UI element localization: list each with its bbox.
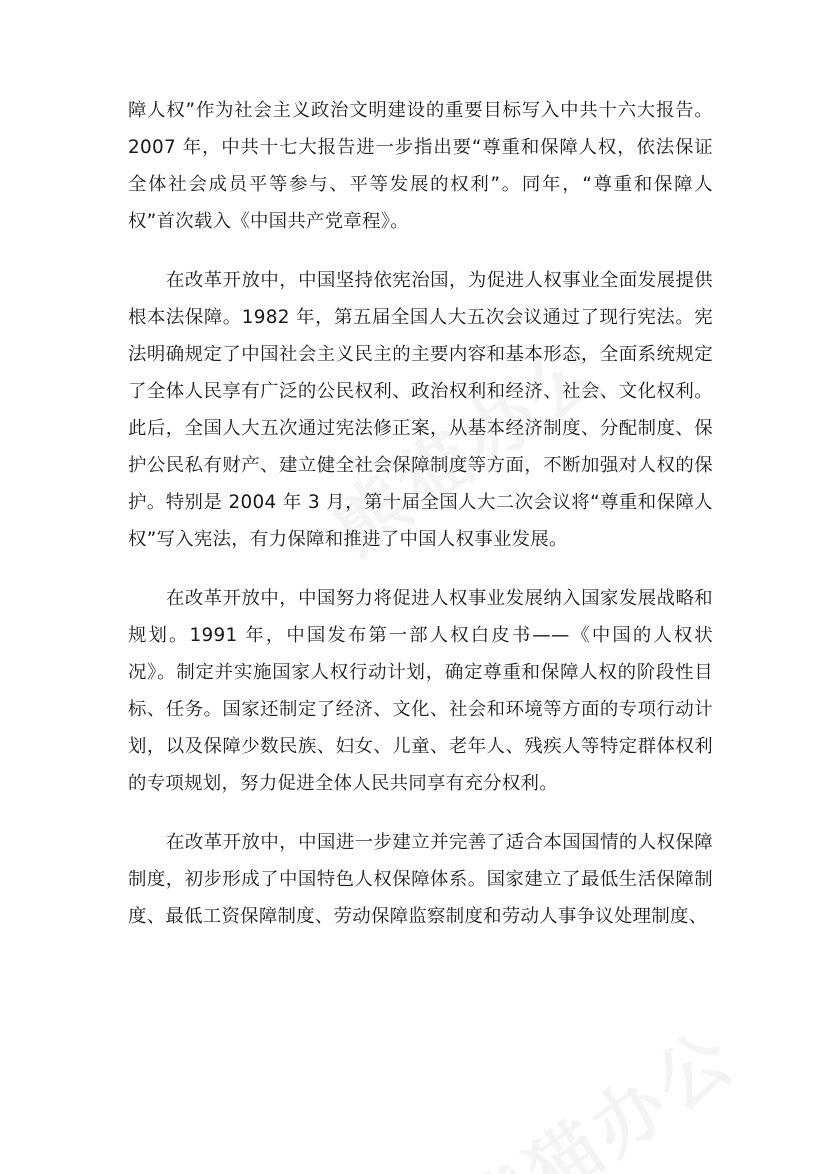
document-body [128, 92, 713, 935]
paragraph-3: 在改革开放中，中国努力将促进人权事业发展纳入国家发展战略和规划。1991 年，中国发布第一部人权白皮书——《中国的人权状况》。制定并实施国家人权行动计划，确定尊重和保障人权的阶段性目标、任务。国家还制定了经济、文化、社会和环境等方面的专项行动计划，以及保障少数民族、妇女、儿童、老年人、残疾人等特定群体权利的专项规划，努力促进全体人民共同享有充分权利。 [128, 588, 713, 794]
paragraph-4: 在改革开放中，中国进一步建立并完善了适合本国国情的人权保障制度，初步形成了中国特色人权保障体系。国家建立了最低生活保障制度、最低工资保障制度、劳动保障监察制度和劳动人事争议处理制度、 [128, 832, 713, 927]
paragraph-1: 障人权”作为社会主义政治文明建设的重要目标写入中共十六大报告。2007 年，中共十七大报告进一步指出要“尊重和保障人权，依法保证全体社会成员平等参与、平等发展的权利”。同年，“尊重和保障人权”首次载入《中国共产党章程》。 [128, 100, 713, 232]
paragraph-2: 在改革开放中，中国坚持依宪治国，为促进人权事业全面发展提供根本法保障。1982 年，第五届全国人大五次会议通过了现行宪法。宪法明确规定了中国社会主义民主的主要内容和基本形态，全面系统规定了全体人民享有广泛的公民权利、政治权利和经济、社会、文化权利。此后，全国人大五次通过宪法修正案，从基本经济制度、分配制度、保护公民私有财产、建立健全社会保障制度等方面，不断加强对人权的保护。特别是 2004 年 3 月，第十届全国人大二次会议将“尊重和保障人权”写入宪法，有力保障和推进了中国人权事业发展。 [128, 270, 713, 550]
watermark-logo [438, 1000, 753, 1174]
